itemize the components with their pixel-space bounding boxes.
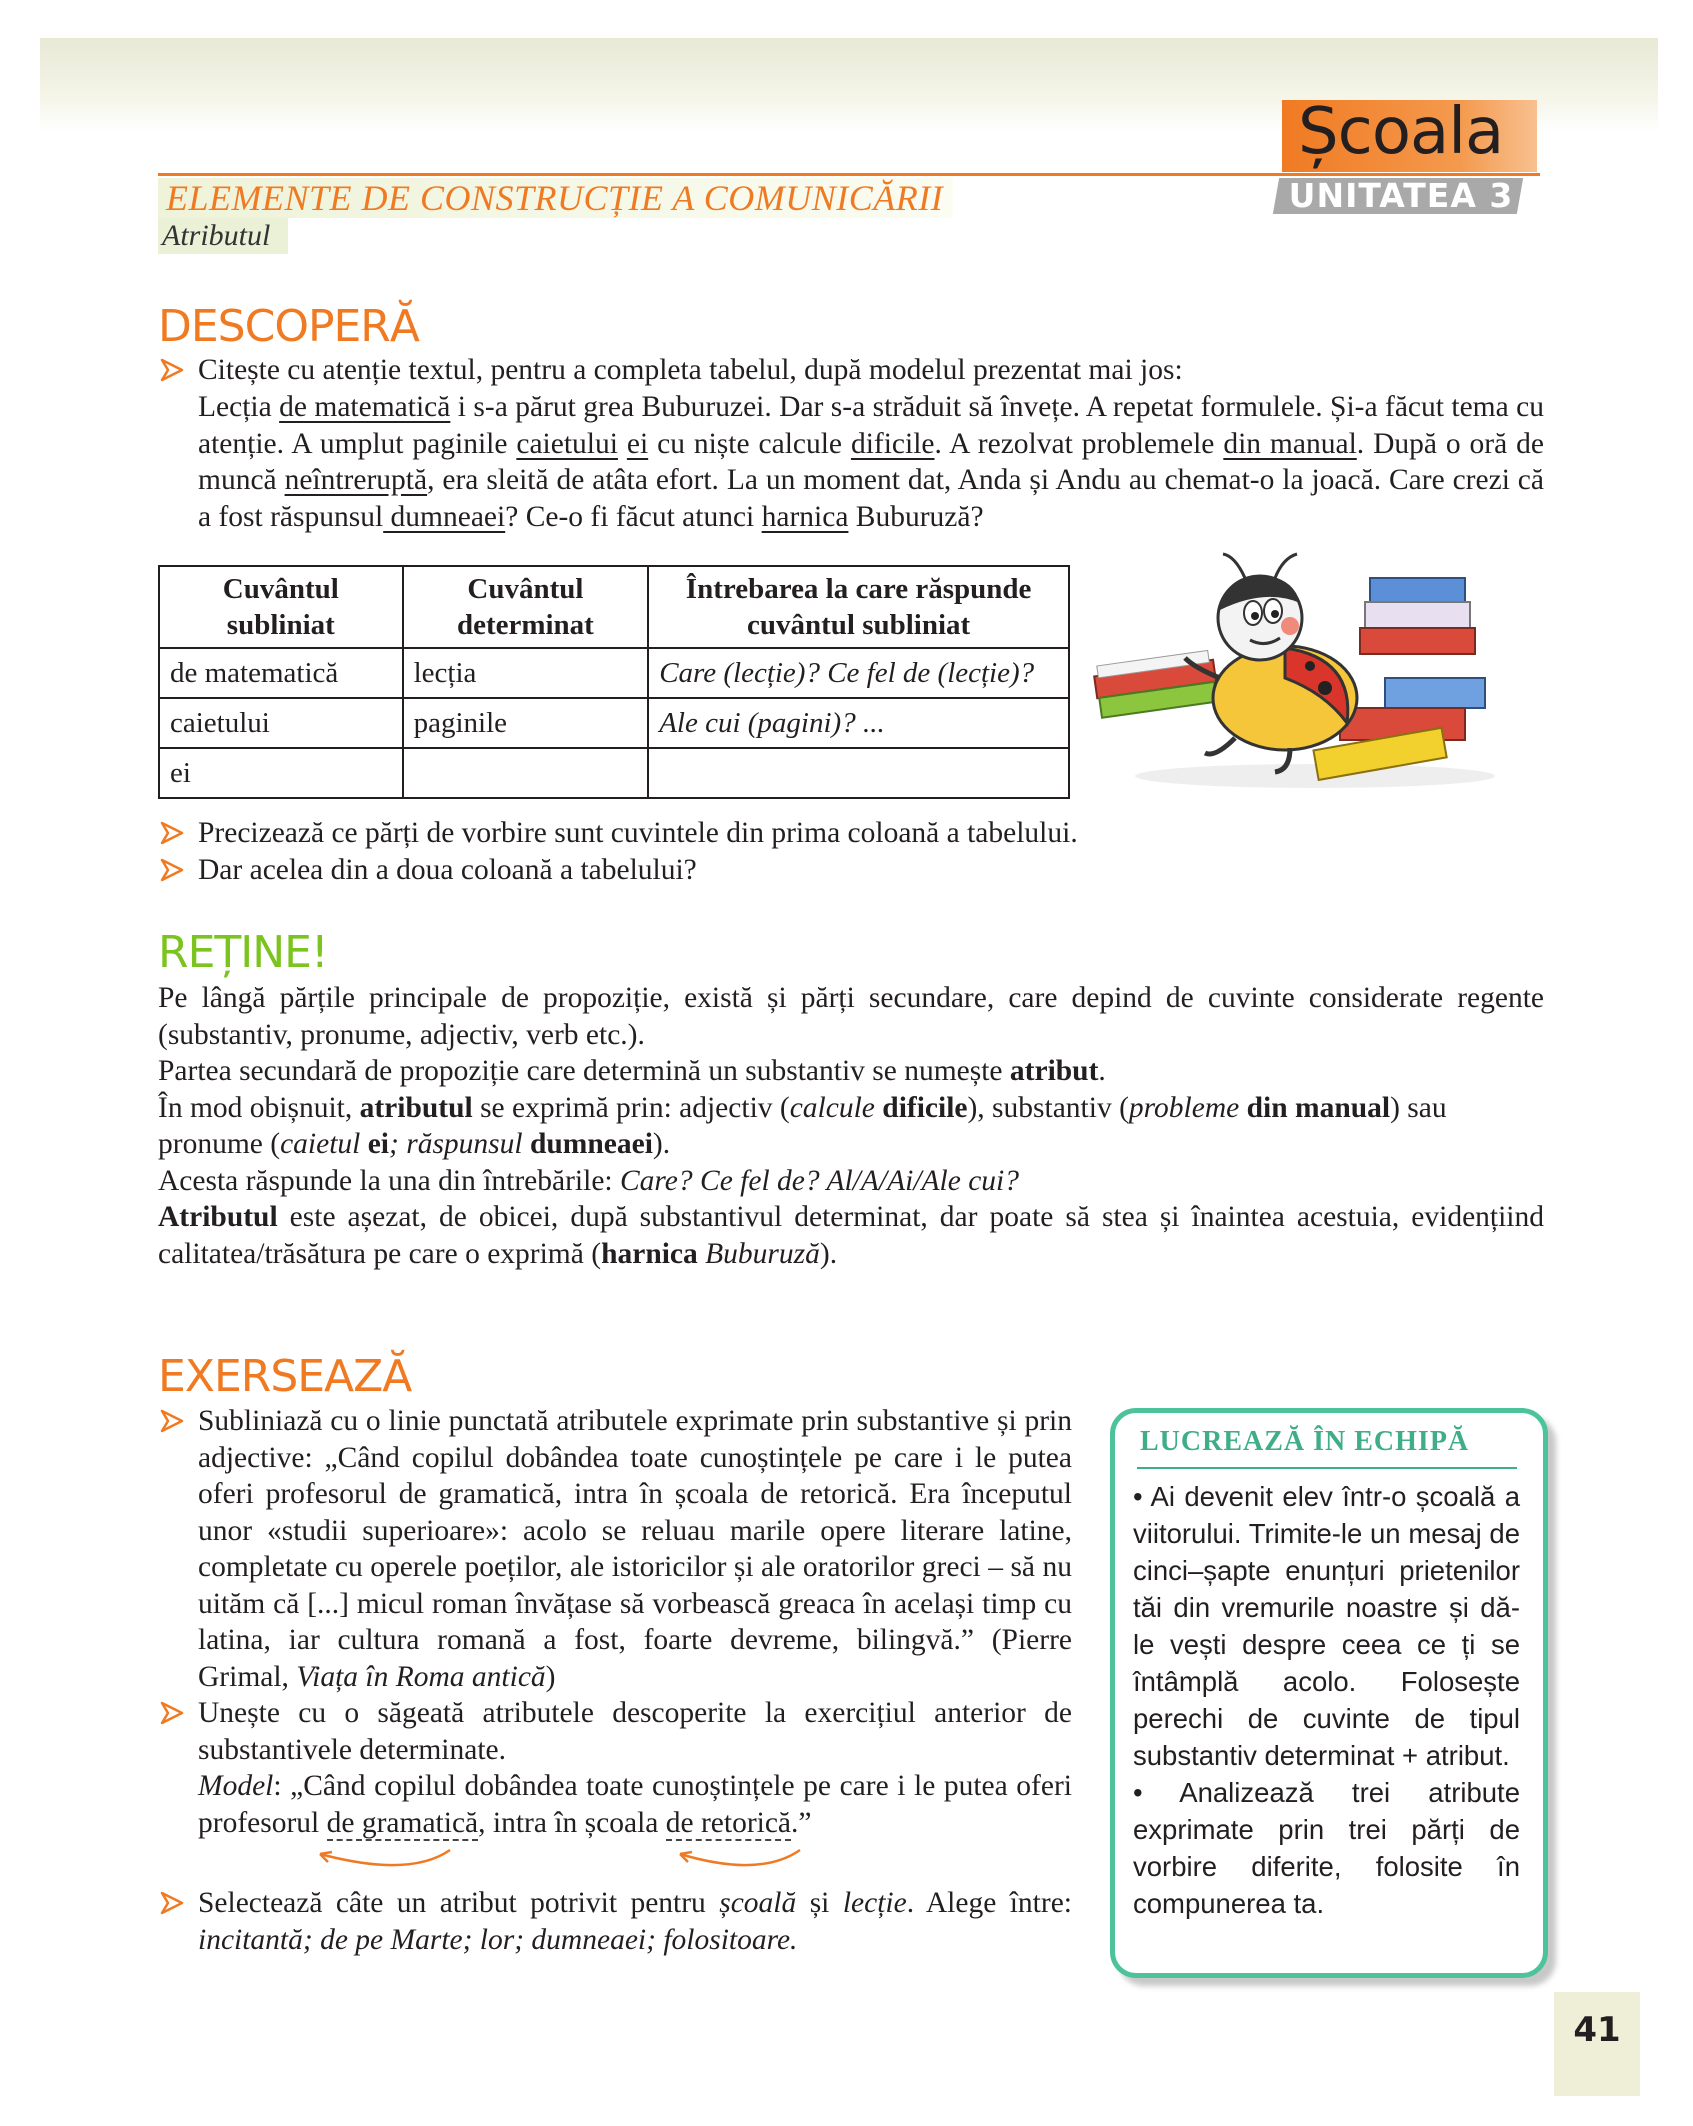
lesson-title: Atributul	[158, 218, 288, 254]
retine-paragraph: Pe lângă părțile principale de propoziție, există și părți secundare, care depind de cuvinte considerate regente (substantiv, pronume, adjectiv, verb etc.).	[158, 982, 1544, 1051]
underlined-word: de matematică	[279, 391, 451, 423]
exercise-3	[198, 1885, 1072, 1958]
dotted-attribute: de retorică	[665, 1806, 792, 1839]
italic-example: incitantă; de pe Marte; lor; dumneaei; folositoare.	[198, 1923, 798, 1956]
bold-term: dumneaei	[529, 1128, 653, 1160]
team-work-title: LUCREAZĂ ÎN ECHIPĂ	[1140, 1426, 1470, 1457]
underlined-word: din manual	[1223, 427, 1357, 460]
text-span: ).	[819, 1237, 838, 1270]
bold-term: Atributul	[158, 1201, 278, 1233]
table-cell: paginile	[403, 698, 649, 748]
text-span: Buburuză?	[848, 500, 984, 533]
italic-example: lecție	[842, 1887, 907, 1919]
text-span: cu niște calcule	[648, 427, 851, 460]
book-title-italic: Viața în Roma antică	[296, 1660, 546, 1693]
text-span	[618, 428, 627, 460]
table-cell: caietului	[159, 698, 403, 748]
arrow-bullet-icon	[160, 1701, 184, 1725]
team-work-item: • Analizează trei atribute exprimate prin trei părți de vorbire diferite, folosite în compunerea ta.	[1133, 1777, 1520, 1919]
descopera-heading: DESCOPERĂ	[158, 301, 419, 352]
table-cell: lecția	[403, 648, 649, 698]
text-span: .”	[791, 1806, 812, 1839]
underlined-word: harnica	[761, 500, 849, 533]
table-header: Întrebarea la care răspunde cuvântul subliniat	[648, 566, 1069, 648]
team-work-body	[1133, 1478, 1520, 1922]
italic-example: probleme	[1128, 1091, 1240, 1124]
italic-example: ;	[389, 1128, 407, 1160]
table-header: Cuvântul subliniat	[159, 566, 403, 648]
underlined-word: neîntreruptă	[284, 464, 428, 496]
arrow-bullet-icon	[160, 1409, 184, 1433]
descopera-instruction: Citește cu atenție textul, pentru a completa tabelul, după modelul prezentat mai jos:	[198, 354, 1183, 386]
text-span: )	[545, 1660, 556, 1693]
italic-example: școală	[719, 1887, 797, 1919]
table-cell: ei	[159, 748, 403, 798]
text-span: este așezat, de obicei, după substantivul determinat, dar poate să stea și înaintea acestuia, evidențiind calitatea/trăsătura pe care o exprimă (	[158, 1201, 1544, 1270]
text-span: . Alege între:	[906, 1887, 1072, 1919]
text-span: și	[796, 1887, 843, 1919]
table-row	[159, 698, 1069, 748]
unit-label: UNITATEA 3	[1288, 176, 1514, 215]
page-number: 41	[1573, 2010, 1621, 2050]
text-span: Lecția	[198, 391, 280, 423]
bold-term: ei	[367, 1128, 390, 1160]
text-span: ? Ce-o fi făcut atunci	[505, 500, 762, 533]
italic-example: Buburuză	[705, 1237, 820, 1270]
descopera-text	[198, 389, 1544, 535]
italic-example: răspunsul	[406, 1128, 523, 1160]
exercise-2: Unește cu o săgeată atributele descoperite la exercițiul anterior de substantivele determinate.	[198, 1697, 1072, 1766]
table-row	[159, 748, 1069, 798]
retine-paragraph	[158, 1090, 1544, 1163]
exercise-2-model	[198, 1768, 1072, 1841]
underlined-word: dumneaei	[383, 500, 506, 533]
bold-term: din manual	[1246, 1091, 1391, 1124]
text-span: . După o oră de muncă	[198, 427, 1544, 496]
chapter-title: ELEMENTE DE CONSTRUCȚIE A COMUNICĂRII	[158, 178, 953, 218]
text-span: ) sau pronume (	[158, 1091, 1447, 1160]
table-cell: Care (lecție)? Ce fel de (lecție)?	[648, 648, 1069, 698]
text-span: Acesta răspunde la una din întrebările:	[158, 1164, 620, 1197]
ladybug-with-books-illustration	[1085, 548, 1515, 793]
table-header-row	[159, 566, 1069, 648]
table-row	[159, 648, 1069, 698]
team-work-rule	[1137, 1467, 1517, 1469]
exerseaza-heading: EXERSEAZĂ	[158, 1351, 412, 1402]
text-span	[360, 1128, 367, 1160]
exercise-1	[198, 1403, 1072, 1695]
text-span	[1239, 1092, 1246, 1124]
text-span: . A rezolvat problemele	[934, 427, 1224, 460]
table-cell: Ale cui (pagini)? ...	[648, 698, 1069, 748]
text-span	[523, 1128, 530, 1160]
table-cell	[648, 748, 1069, 798]
text-span: Selectează câte un atribut potrivit pentru	[198, 1887, 720, 1919]
underlined-word: ei	[626, 427, 649, 460]
bold-term: harnica	[601, 1237, 698, 1270]
retine-paragraph	[158, 1163, 1544, 1200]
table-header: Cuvântul determinat	[403, 566, 649, 648]
text-span: se exprimă prin: adjectiv (	[472, 1091, 790, 1124]
retine-paragraph	[158, 1053, 1544, 1090]
question-parts-of-speech-2: Dar acelea din a doua coloană a tabelului?	[198, 854, 697, 886]
text-span: i s-a părut grea Buburuzei. Dar s-a străduit să învețe. A repetat formulele. Și-a făcut tema cu atenție. A umplut paginile	[198, 391, 1544, 460]
italic-example: caietul	[280, 1128, 361, 1160]
arrow-bullet-icon	[160, 358, 184, 382]
text-span: ).	[652, 1128, 671, 1160]
text-span: : „Când copilul dobândea toate cunoștințele pe care i le putea oferi profesorul	[198, 1770, 1072, 1839]
arrow-bullet-icon	[160, 821, 184, 845]
text-span: ), substantiv (	[967, 1091, 1129, 1124]
italic-example: calcule	[789, 1091, 875, 1124]
bold-term: atributul	[359, 1091, 473, 1124]
model-label: Model	[198, 1770, 274, 1802]
book-title: Școala	[1298, 95, 1504, 169]
text-span: Partea secundară de propoziție care determină un substantiv se numește	[158, 1055, 1010, 1087]
text-span: , era sleită de atâta efort. La un moment dat, Anda și Andu au chemat-o la joacă. Care crezi că a fost răspunsul	[198, 464, 1544, 533]
retine-paragraph	[158, 1199, 1544, 1272]
arrow-bullet-icon	[160, 1891, 184, 1915]
bold-term: dificile	[882, 1091, 968, 1124]
dotted-attribute: de gramatică	[326, 1806, 479, 1839]
arrow-bullet-icon	[160, 858, 184, 882]
team-work-item: • Ai devenit elev într-o școală a viitorului. Trimite-le un mesaj de cinci–șapte enunțuri prietenilor tăi din vremurile noastre și dă-le vești despre ceea ce ți se întâmplă acolo. Folosește perechi de cuvinte de tipul substantiv determinat + atribut.	[1133, 1481, 1520, 1771]
table-cell	[403, 748, 649, 798]
text-span: , intra în școala	[478, 1806, 666, 1839]
table-cell: de matematică	[159, 648, 403, 698]
italic-example: Care? Ce fel de? Al/A/Ai/Ale cui?	[620, 1164, 1019, 1197]
text-span: Subliniază cu o linie punctată atributele exprimate prin substantive și prin adjective: „Când copilul dobândea toate cunoștințele pe care i le putea oferi profesorul de gramatică, intra în școala de retorică. Era începutul unor «studii superioare»: acolo se reluau marile opere literare latine, completate cu operele poeților, ale istoricilor și ale oratorilor greci – să nu uităm că [...] micul roman învățase să vorbească greaca în același timp cu latina, iar cultura romană a fost, foarte devreme, bilingvă.” (Pierre Grimal,	[198, 1405, 1072, 1693]
bold-term: atribut	[1009, 1055, 1099, 1087]
question-parts-of-speech-1: Precizează ce părți de vorbire sunt cuvintele din prima coloană a tabelului.	[198, 817, 1078, 849]
text-span: În mod obișnuit,	[158, 1091, 360, 1124]
underlined-word: caietului	[516, 427, 618, 460]
retine-heading: REȚINE!	[158, 927, 328, 978]
underlined-word: dificile	[850, 427, 935, 460]
retine-body	[158, 980, 1544, 1272]
model-arrows	[300, 1840, 980, 1880]
analysis-table	[158, 565, 1070, 799]
text-span: .	[1098, 1055, 1106, 1087]
